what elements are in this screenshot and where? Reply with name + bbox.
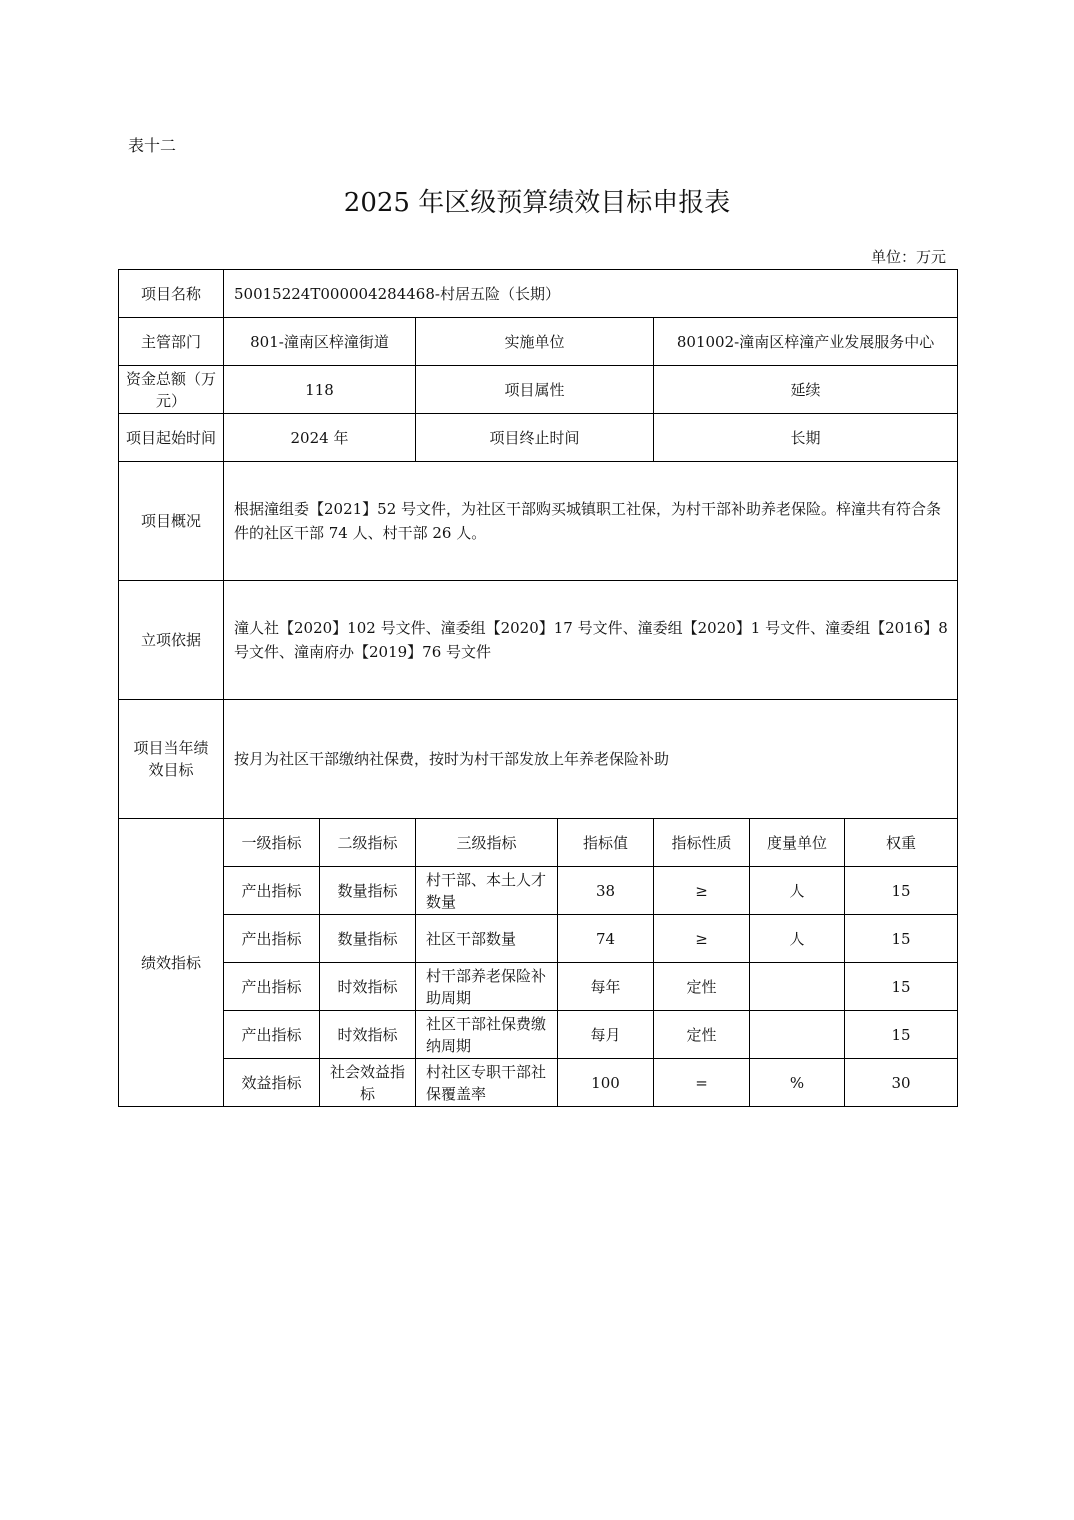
header-level3: 三级指标 [416,819,558,867]
project-name-label: 项目名称 [119,270,224,318]
project-name-value: 50015224T000004284468-村居五险（长期） [224,270,958,318]
weight-cell: 15 [845,1011,958,1059]
unit-cell: 人 [750,867,845,915]
impl-value: 801002-潼南区梓潼产业发展服务中心 [654,318,958,366]
value-cell: 38 [558,867,654,915]
row-project-name [119,270,958,318]
table-row [119,1059,958,1107]
header-weight: 权重 [845,819,958,867]
nature-cell: 定性 [654,1011,750,1059]
header-value: 指标值 [558,819,654,867]
level3-cell: 村社区专职干部社保覆盖率 [416,1059,558,1107]
impl-label: 实施单位 [416,318,654,366]
goal-value: 按月为社区干部缴纳社保费，按时为村干部发放上年养老保险补助 [224,700,958,819]
attr-label: 项目属性 [416,366,654,414]
indicator-header-row [119,819,958,867]
nature-cell: ≥ [654,867,750,915]
nature-cell: = [654,1059,750,1107]
level1-cell: 产出指标 [224,915,320,963]
header-nature: 指标性质 [654,819,750,867]
goal-label: 项目当年绩效目标 [119,700,224,819]
end-value: 长期 [654,414,958,462]
start-value: 2024 年 [224,414,416,462]
header-level2: 二级指标 [320,819,416,867]
end-label: 项目终止时间 [416,414,654,462]
table-row [119,963,958,1011]
unit-cell [750,1011,845,1059]
value-cell: 每月 [558,1011,654,1059]
dept-label: 主管部门 [119,318,224,366]
basis-label: 立项依据 [119,581,224,700]
level3-cell: 村干部、本土人才数量 [416,867,558,915]
level2-cell: 数量指标 [320,915,416,963]
level3-cell: 社区干部社保费缴纳周期 [416,1011,558,1059]
level2-cell: 时效指标 [320,963,416,1011]
level1-cell: 效益指标 [224,1059,320,1107]
header-unit: 度量单位 [750,819,845,867]
row-fund [119,366,958,414]
level1-cell: 产出指标 [224,1011,320,1059]
start-label: 项目起始时间 [119,414,224,462]
value-cell: 74 [558,915,654,963]
basis-value: 潼人社【2020】102 号文件、潼委组【2020】17 号文件、潼委组【2020】1 号文件、潼委组【2016】8 号文件、潼南府办【2019】76 号文件 [224,581,958,700]
indicators-section-label: 绩效指标 [119,819,224,1107]
table-number: 表十二 [128,136,177,155]
nature-cell: ≥ [654,915,750,963]
table-row [119,1011,958,1059]
weight-cell: 15 [845,915,958,963]
unit-cell [750,963,845,1011]
table-row [119,915,958,963]
level2-cell: 时效指标 [320,1011,416,1059]
dept-value: 801-潼南区梓潼街道 [224,318,416,366]
value-cell: 每年 [558,963,654,1011]
weight-cell: 15 [845,867,958,915]
row-department [119,318,958,366]
level3-cell: 村干部养老保险补助周期 [416,963,558,1011]
row-goal [119,700,958,819]
fund-label: 资金总额（万元） [119,366,224,414]
document-title: 2025 年区级预算绩效目标申报表 [343,188,731,218]
unit-cell: 人 [750,915,845,963]
value-cell: 100 [558,1059,654,1107]
level3-cell: 社区干部数量 [416,915,558,963]
overview-label: 项目概况 [119,462,224,581]
attr-value: 延续 [654,366,958,414]
row-period [119,414,958,462]
row-basis [119,581,958,700]
nature-cell: 定性 [654,963,750,1011]
level2-cell: 社会效益指标 [320,1059,416,1107]
weight-cell: 15 [845,963,958,1011]
table-row [119,867,958,915]
overview-value: 根据潼组委【2021】52 号文件，为社区干部购买城镇职工社保，为村干部补助养老保险。梓潼共有符合条件的社区干部 74 人、村干部 26 人。 [224,462,958,581]
level1-cell: 产出指标 [224,963,320,1011]
unit-label: 单位：万元 [870,248,946,266]
fund-value: 118 [224,366,416,414]
weight-cell: 30 [845,1059,958,1107]
budget-performance-table [118,269,958,1107]
row-overview [119,462,958,581]
header-level1: 一级指标 [224,819,320,867]
unit-cell: % [750,1059,845,1107]
level1-cell: 产出指标 [224,867,320,915]
level2-cell: 数量指标 [320,867,416,915]
